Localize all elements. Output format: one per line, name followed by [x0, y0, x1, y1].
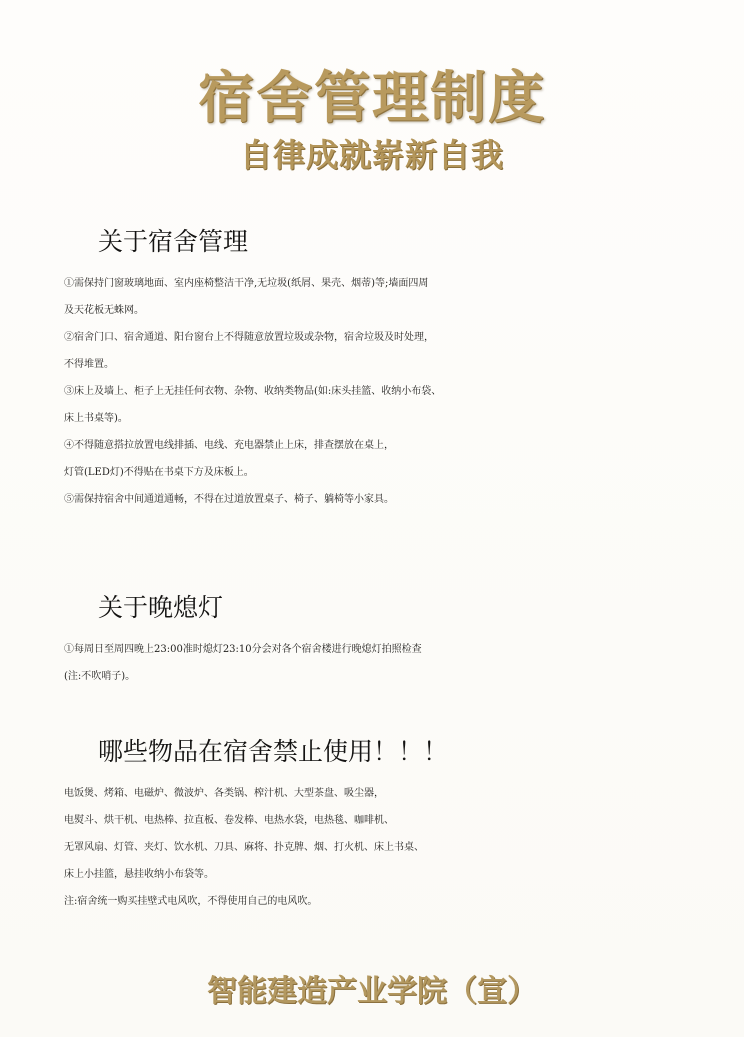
section-dorm-management [0, 222, 744, 513]
banned-items-line: 电饭煲、烤箱、电磁炉、微波炉、各类锅、榨汁机、大型茶盘、吸尘器， [64, 788, 384, 799]
rule-line: ⑤需保持宿舍中间通道通畅，不得在过道放置桌子、椅子、躺椅等小家具。 [64, 494, 394, 505]
rule-line: ②宿舍门口、宿舍通道、阳台窗台上不得随意放置垃圾或杂物，宿舍垃圾及时处理， [64, 332, 434, 343]
section-heading: 关于宿舍管理 [98, 227, 249, 256]
rule-line: ①需保持门窗玻璃地面、室内座椅整洁干净,无垃圾(纸屑、果壳、烟蒂)等;墙面四周 [64, 278, 429, 289]
rule-line: ①每周日至周四晚上23:00准时熄灯23:10分会对各个宿舍楼进行晚熄灯拍照检查 [64, 644, 422, 655]
rule-line: 及天花板无蛛网。 [64, 305, 144, 316]
rule-line: 床上书桌等)。 [64, 413, 128, 424]
issuer-footer: 智能建造产业学院（宣） [207, 974, 537, 1009]
rule-line: 不得堆置。 [64, 359, 114, 370]
poster-subtitle: 自律成就崭新自我 [239, 136, 504, 174]
rule-line: ③床上及墙上、柜子上无挂任何衣物、杂物、收纳类物品(如:床头挂篮、收纳小布袋、 [64, 386, 442, 397]
section-heading: 哪些物品在宿舍禁止使用！！！ [98, 737, 449, 766]
banned-items-note: 注:宿舍统一购买挂壁式电风吹，不得使用自己的电风吹。 [64, 896, 318, 907]
rule-line: (注:不吹哨子)。 [64, 671, 136, 682]
poster-title: 宿舍管理制度 [198, 66, 546, 131]
rule-line: ④不得随意搭拉放置电线排插、电线、充电器禁止上床，排查摆放在桌上， [64, 440, 394, 451]
rule-line: 灯管(LED灯)不得贴在书桌下方及床板上。 [64, 467, 254, 478]
banned-items-line: 床上小挂篮，悬挂收纳小布袋等。 [64, 869, 214, 880]
banned-items-line: 电熨斗、烘干机、电热棒、拉直板、卷发棒、电热水袋，电热毯、咖啡机、 [64, 815, 394, 826]
section-lights-out [0, 588, 744, 690]
banned-items-line: 无罩风扇、灯管、夹灯、饮水机、刀具、麻将、扑克牌、烟、打火机、床上书桌、 [64, 842, 424, 853]
section-banned-items [0, 732, 744, 915]
section-heading: 关于晚熄灯 [98, 593, 224, 622]
